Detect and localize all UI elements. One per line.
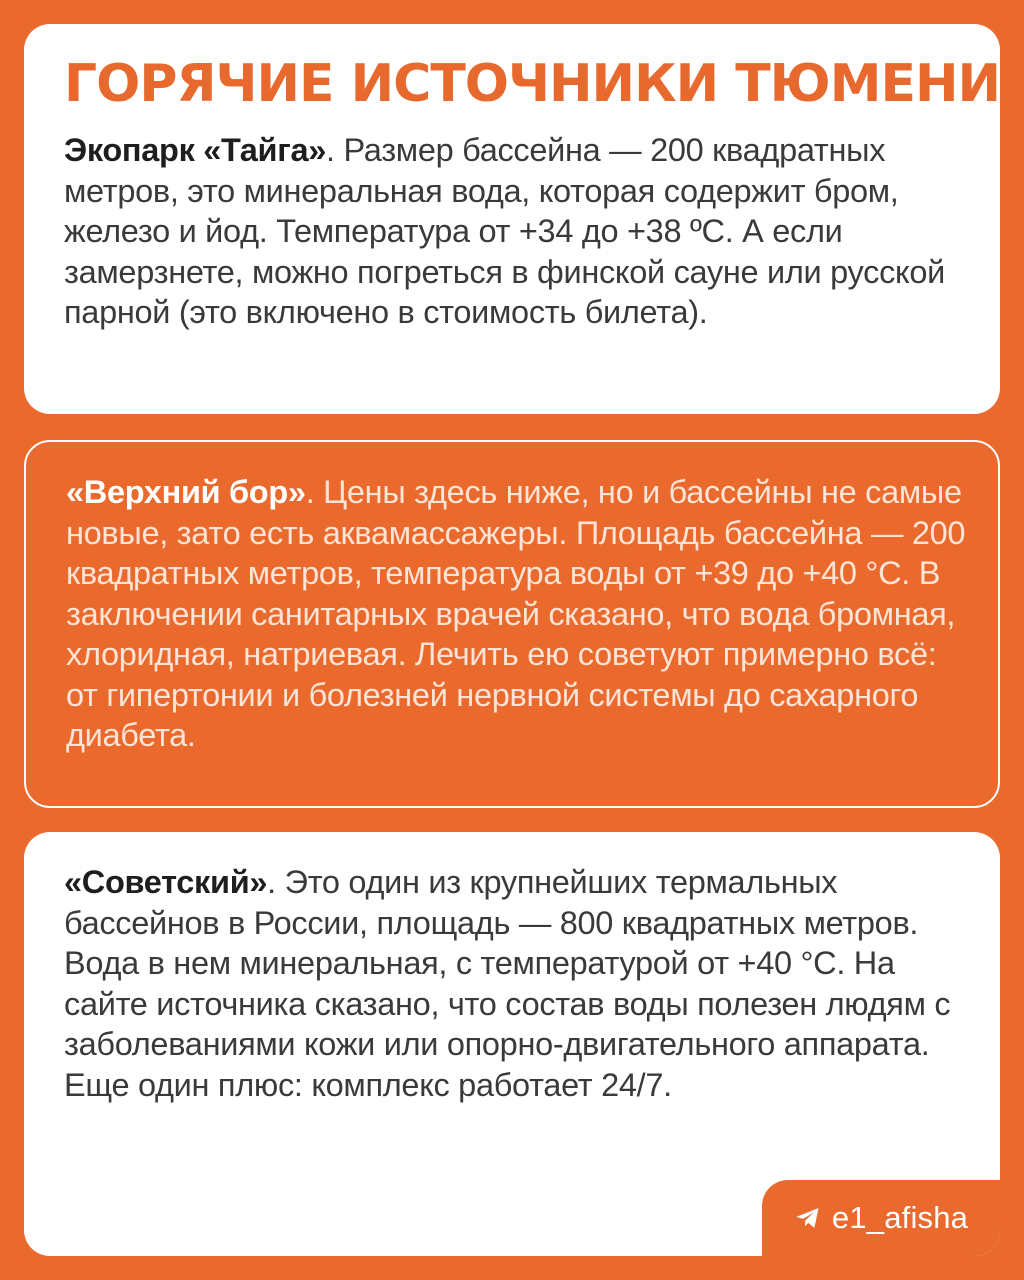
- telegram-handle-text: e1_afisha: [831, 1200, 969, 1235]
- section-taiga-text: [64, 130, 972, 333]
- card-verkhniy-bor: [24, 440, 1000, 808]
- card-taiga: [24, 24, 1000, 414]
- section-sovetskiy-name: «Советский»: [64, 864, 268, 900]
- section-taiga-description: . Размер бассейна — 200 квадратных метров, это минеральная вода, которая содержит бром, железо и йод. Температура от +34 до +38 ºС. А если замерзнете, можно погреться в финской сауне или русской парной (это включено в стоимость билета).: [64, 132, 945, 330]
- section-verkhniy-bor-name: «Верхний бор»: [66, 474, 306, 510]
- section-sovetskiy-text: [64, 862, 972, 1105]
- telegram-icon: [794, 1204, 822, 1232]
- telegram-handle-link[interactable]: [762, 1180, 1000, 1256]
- page-title: ГОРЯЧИЕ ИСТОЧНИКИ ТЮМЕНИ: [64, 54, 1001, 114]
- section-verkhniy-bor-description: . Цены здесь ниже, но и бассейны не самые новые, зато есть аквамассажеры. Площадь бассейна — 200 квадратных метров, температура воды от +39 до +40 °С. В заключении санитарных врачей сказано, что вода бромная, хлоридная, натриевая. Лечить ею советуют примерно всё: от гипертонии и болезней нервной системы до сахарного диабета.: [66, 474, 966, 753]
- section-sovetskiy-description: . Это один из крупнейших термальных бассейнов в России, площадь — 800 квадратных метров. Вода в нем минеральная, с температурой от +40 °С. На сайте источника сказано, что состав воды полезен людям с заболеваниями кожи или опорно-двигательного аппарата. Еще один плюс: комплекс работает 24/7.: [64, 864, 951, 1103]
- section-verkhniy-bor-text: [66, 472, 970, 756]
- section-taiga-name: Экопарк «Тайга»: [64, 132, 327, 168]
